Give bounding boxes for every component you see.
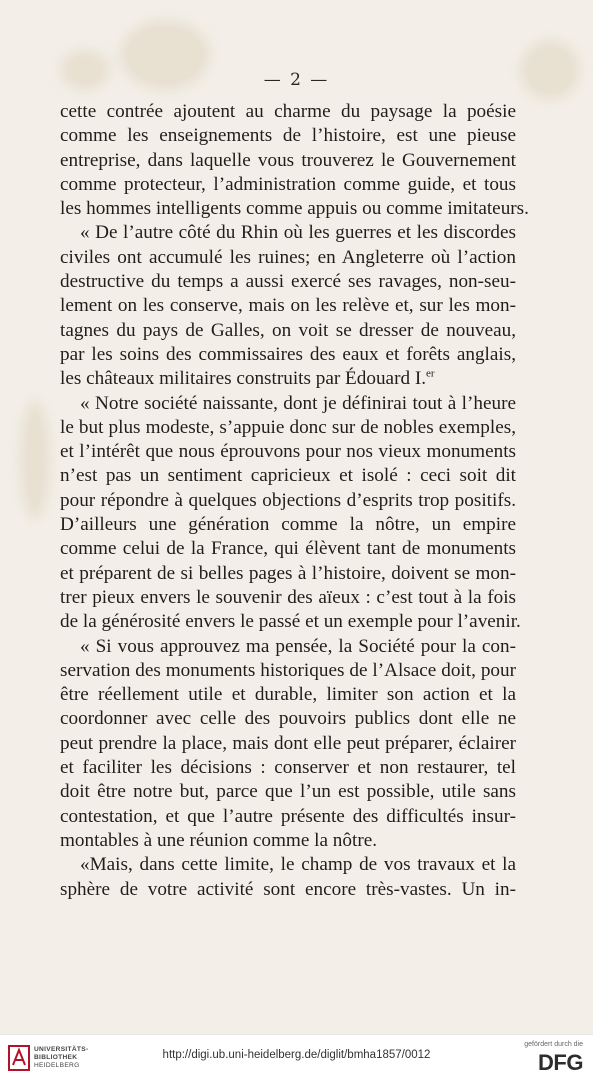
text-line-content: trer pieux envers le souvenir des aïeux : c’est tout à la fois xyxy=(60,586,516,608)
text-line xyxy=(60,246,516,270)
text-line xyxy=(60,610,521,634)
text-line xyxy=(60,294,516,318)
text-line-content: D’ailleurs une génération comme la nôtre, un empire xyxy=(60,514,516,536)
text-line-content: coordonner avec celle des pouvoirs publics dont elle ne xyxy=(60,708,516,730)
text-line-content: comme les enseignements de l’histoire, est une pieuse xyxy=(60,125,516,147)
text-line-content: « Notre société naissante, dont je définirai tout à l’heure xyxy=(80,392,516,414)
text-line xyxy=(60,780,516,804)
text-line xyxy=(60,537,516,561)
text-line-content: les hommes intelligents comme appuis ou comme imitateurs. xyxy=(60,198,529,220)
text-line-content: cette contrée ajoutent au charme du paysage la poésie xyxy=(60,101,516,122)
text-line xyxy=(60,586,516,610)
text-line-content: et l’intérêt que nous éprouvons pour nos vieux monuments xyxy=(60,441,516,463)
text-line xyxy=(60,707,516,731)
text-line xyxy=(60,635,516,659)
text-line xyxy=(60,270,516,294)
text-line xyxy=(60,173,516,197)
text-line-content: montables à une réunion comme la nôtre. xyxy=(60,829,378,851)
text-line-content: par les soins des commissaires des eaux et forêts anglais, xyxy=(60,343,516,365)
text-line-content: servation des monuments historiques de l’Alsace doit, pour xyxy=(60,659,516,681)
text-line-content: « Si vous approuvez ma pensée, la Société pour la con- xyxy=(80,635,516,657)
text-line-content: pour répondre à quelques objections d’esprits trop positifs. xyxy=(60,489,516,511)
digitization-footer xyxy=(0,1034,593,1080)
text-line xyxy=(60,343,516,367)
institution-line: HEIDELBERG xyxy=(34,1062,80,1069)
text-line xyxy=(60,100,516,124)
text-line-content: les châteaux militaires construits par Édouard I. xyxy=(60,368,427,390)
text-line-content: comme protecteur, l’administration comme guide, et tous xyxy=(60,173,516,195)
text-line xyxy=(60,416,516,440)
text-line-content: de la générosité envers le passé et un exemple pour l’avenir. xyxy=(60,611,521,633)
text-line-content: n’est pas un sentiment capricieux et isolé : ceci soit dit xyxy=(60,465,516,487)
permalink-url[interactable]: http://digi.ub.uni-heidelberg.de/diglit/bmha1857/0012 xyxy=(162,1049,431,1061)
institution-line: UNIVERSITÄTS- xyxy=(34,1046,89,1053)
text-line-content: peut prendre la place, mais dont elle peut préparer, éclairer xyxy=(60,732,516,754)
text-line xyxy=(60,319,516,343)
superscript: er xyxy=(426,367,435,380)
text-line xyxy=(60,683,516,707)
text-line xyxy=(60,756,516,780)
institution-line: BIBLIOTHEK xyxy=(34,1054,78,1061)
page-number: — 2 — xyxy=(263,70,330,90)
text-line-content: le but plus modeste, s’appuie donc sur de nobles exemples, xyxy=(60,416,516,438)
text-line xyxy=(60,367,516,391)
text-line-content: tagnes du pays de Galles, on voit se dresser de nouveau, xyxy=(60,319,516,341)
text-line xyxy=(60,440,516,464)
text-line-content: doit être notre but, parce que l’un est possible, utile sans xyxy=(60,781,516,803)
text-line xyxy=(60,489,516,513)
text-line-content: «Mais, dans cette limite, le champ de vos travaux et la xyxy=(80,854,516,876)
text-line-content: et préparent de si belles pages à l’histoire, doivent se mon- xyxy=(60,562,516,584)
text-line-content: sphère de votre activité sont encore très-vastes. Un in- xyxy=(60,878,516,900)
funding-caption: gefördert durch die xyxy=(524,1041,583,1048)
body-text xyxy=(60,100,529,902)
dfg-logo-icon[interactable]: DFG xyxy=(538,1050,583,1075)
text-line-content: « De l’autre côté du Rhin où les guerres et les discordes xyxy=(80,222,516,244)
text-line-content: et faciliter les décisions : conserver et non restaurer, tel xyxy=(60,757,516,779)
text-line xyxy=(60,513,516,537)
text-line-content: entreprise, dans laquelle vous trouverez le Gouvernement xyxy=(60,149,516,171)
text-line-content: lement on les conserve, mais on les relève et, sur les mon- xyxy=(60,295,516,317)
text-line-content: contestation, et que l’autre présente des difficultés insur- xyxy=(60,805,516,827)
text-line xyxy=(60,805,516,829)
text-line xyxy=(60,464,516,488)
text-line xyxy=(60,562,516,586)
text-line xyxy=(60,197,529,221)
text-line xyxy=(60,732,516,756)
text-line-content: civiles ont accumulé les ruines; en Angleterre où l’action xyxy=(60,246,516,268)
text-line xyxy=(60,124,516,148)
text-line xyxy=(60,878,516,902)
text-line xyxy=(60,659,516,683)
text-line xyxy=(60,853,516,877)
text-line-content: être réellement utile et durable, limiter son action et la xyxy=(60,684,516,706)
text-line xyxy=(60,149,516,173)
text-line xyxy=(60,392,516,416)
text-line-content: destructive du temps a aussi exercé ses ravages, non-seu- xyxy=(60,271,516,293)
text-line-content: comme celui de la France, qui élèvent tant de monuments xyxy=(60,538,516,560)
page-stain xyxy=(20,400,50,520)
text-line xyxy=(60,221,516,245)
text-line xyxy=(60,829,516,853)
